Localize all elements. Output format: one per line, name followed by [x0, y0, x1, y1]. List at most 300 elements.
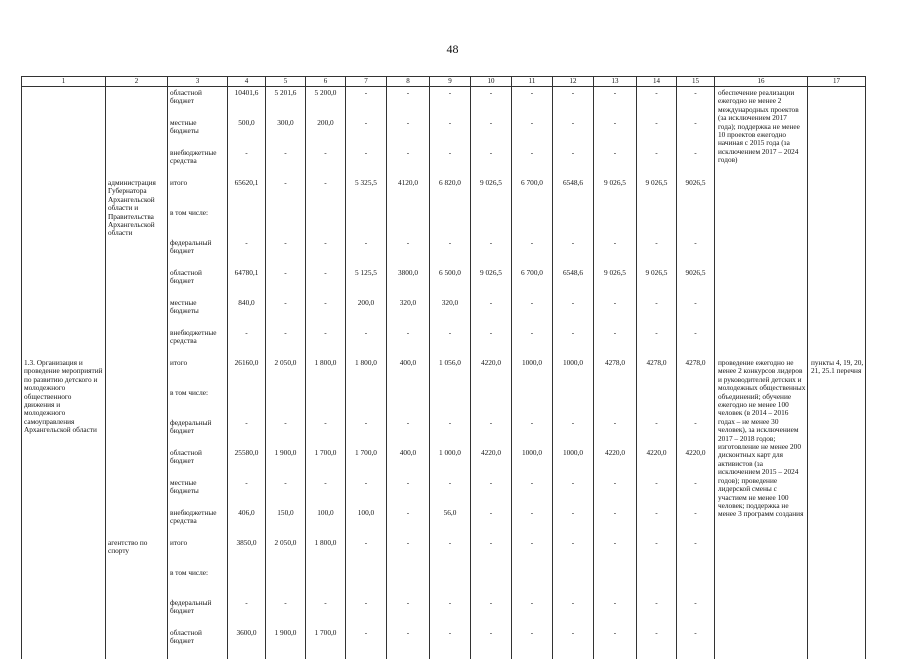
header-cell: 4 — [228, 77, 266, 87]
amount-cell — [677, 207, 715, 237]
amount-cell: 9 026,5 — [471, 177, 512, 207]
amount-cell: - — [677, 507, 715, 537]
amount-cell: - — [228, 597, 266, 627]
amount-cell: - — [387, 117, 430, 147]
header-cell: 10 — [471, 77, 512, 87]
executor-cell — [106, 387, 168, 417]
measure-cell — [22, 117, 106, 147]
header-cell: 9 — [430, 77, 471, 87]
reference-cell — [808, 87, 866, 118]
amount-cell: - — [677, 477, 715, 507]
amount-cell: - — [306, 477, 346, 507]
amount-cell: - — [677, 117, 715, 147]
amount-cell: - — [387, 507, 430, 537]
amount-cell: - — [471, 537, 512, 567]
amount-cell: - — [387, 417, 430, 447]
amount-cell: 3600,0 — [228, 627, 266, 659]
amount-cell: 1000,0 — [512, 357, 553, 387]
reference-cell — [808, 267, 866, 297]
amount-cell: 1 800,0 — [306, 537, 346, 567]
expected-result-cell — [715, 297, 808, 327]
amount-cell — [228, 387, 266, 417]
amount-cell: - — [677, 537, 715, 567]
amount-cell: 5 325,5 — [346, 177, 387, 207]
amount-cell: - — [637, 327, 677, 357]
reference-cell — [808, 597, 866, 627]
amount-cell: - — [387, 87, 430, 118]
amount-cell: - — [266, 597, 306, 627]
amount-cell — [677, 567, 715, 597]
amount-cell: - — [228, 417, 266, 447]
header-row — [22, 77, 866, 87]
amount-cell: 4220,0 — [677, 447, 715, 477]
amount-cell: - — [512, 327, 553, 357]
amount-cell: - — [553, 297, 594, 327]
amount-cell: - — [228, 477, 266, 507]
amount-cell — [387, 567, 430, 597]
amount-cell: - — [677, 87, 715, 118]
amount-cell — [594, 387, 637, 417]
header-cell: 5 — [266, 77, 306, 87]
amount-cell — [512, 207, 553, 237]
header-cell: 17 — [808, 77, 866, 87]
amount-cell: 1000,0 — [553, 357, 594, 387]
amount-cell: - — [637, 87, 677, 118]
executor-cell — [106, 447, 168, 477]
expected-result-text: обеспечение реализации ежегодно не менее 2 международных проектов (за исключением 2017 года); поддержка не менее 10 проектов ежегодно начиная с 2015 года (за исключением 2017 – 2024 годов) — [718, 88, 800, 165]
amount-cell: - — [430, 417, 471, 447]
amount-cell: - — [306, 597, 346, 627]
measure-cell — [22, 537, 106, 567]
amount-cell: - — [471, 147, 512, 177]
amount-cell: - — [346, 627, 387, 659]
amount-cell: - — [512, 237, 553, 267]
amount-cell: - — [306, 177, 346, 207]
amount-cell: 300,0 — [266, 117, 306, 147]
amount-cell: 4278,0 — [637, 357, 677, 387]
executor-name: агентство по спорту — [108, 538, 148, 556]
executor-cell — [106, 147, 168, 177]
amount-cell: - — [677, 147, 715, 177]
amount-cell: - — [594, 507, 637, 537]
executor-cell — [106, 507, 168, 537]
amount-cell: 100,0 — [346, 507, 387, 537]
amount-cell: - — [430, 537, 471, 567]
amount-cell: - — [266, 297, 306, 327]
amount-cell: - — [471, 417, 512, 447]
amount-cell: - — [430, 627, 471, 659]
amount-cell — [430, 207, 471, 237]
amount-cell: - — [637, 297, 677, 327]
table-row — [22, 237, 866, 267]
funding-source: в том числе: — [168, 207, 228, 237]
expected-result-cell — [715, 237, 808, 267]
amount-cell: - — [553, 507, 594, 537]
reference-cell — [808, 567, 866, 597]
measure-cell — [22, 237, 106, 267]
amount-cell: - — [637, 507, 677, 537]
amount-cell: - — [594, 147, 637, 177]
amount-cell: - — [677, 297, 715, 327]
measure-cell — [22, 267, 106, 297]
executor-cell — [106, 267, 168, 297]
amount-cell: 4220,0 — [471, 447, 512, 477]
table-row — [22, 87, 866, 118]
amount-cell: 1000,0 — [553, 447, 594, 477]
amount-cell: - — [266, 327, 306, 357]
funding-source: итого — [168, 177, 228, 207]
amount-cell — [306, 207, 346, 237]
amount-cell: 1 056,0 — [430, 357, 471, 387]
reference-cell — [808, 477, 866, 507]
amount-cell: 9026,5 — [677, 267, 715, 297]
amount-cell: - — [553, 477, 594, 507]
measure-cell — [22, 627, 106, 659]
amount-cell — [266, 387, 306, 417]
amount-cell: - — [637, 417, 677, 447]
amount-cell: 9 026,5 — [594, 177, 637, 207]
amount-cell — [387, 207, 430, 237]
amount-cell: - — [594, 477, 637, 507]
amount-cell — [228, 567, 266, 597]
amount-cell: 1000,0 — [512, 447, 553, 477]
reference-cell — [808, 507, 866, 537]
amount-cell — [512, 567, 553, 597]
amount-cell: - — [430, 117, 471, 147]
expected-result-cell — [715, 207, 808, 237]
amount-cell: - — [346, 87, 387, 118]
amount-cell: - — [512, 507, 553, 537]
amount-cell: - — [430, 87, 471, 118]
amount-cell: - — [471, 477, 512, 507]
expected-result-cell — [715, 267, 808, 297]
executor-cell — [106, 237, 168, 267]
amount-cell: 4120,0 — [387, 177, 430, 207]
amount-cell — [637, 387, 677, 417]
measure-cell — [22, 87, 106, 118]
amount-cell — [637, 207, 677, 237]
expected-result-cell — [715, 87, 808, 165]
amount-cell: - — [553, 147, 594, 177]
executor-cell — [106, 117, 168, 147]
amount-cell: - — [266, 147, 306, 177]
amount-cell: 4278,0 — [594, 357, 637, 387]
amount-cell — [346, 387, 387, 417]
expected-result-text: проведение ежегодно не менее 2 конкурсов лидеров и руководителей детских и молодежных общественных объединений; обучение ежегодно не менее 100 человек (в 2014 – 2016 годах – не менее 30 человек), за исключением 2017 – 2018 годов; изготовление не менее 200 дисконтных карт для активистов (за исключением 2015 – 2024 годов); проведение лидерской смены с участием не менее 100 человек; поддержка не менее 3 программ создания — [718, 358, 806, 519]
funding-source: итого — [168, 357, 228, 387]
measure-cell — [22, 177, 106, 207]
amount-cell: - — [387, 477, 430, 507]
amount-cell: - — [594, 627, 637, 659]
amount-cell: - — [553, 417, 594, 447]
amount-cell: - — [512, 117, 553, 147]
expected-result-cell — [715, 327, 808, 357]
amount-cell: - — [512, 537, 553, 567]
amount-cell — [471, 207, 512, 237]
amount-cell: 6548,6 — [553, 177, 594, 207]
amount-cell — [306, 387, 346, 417]
reference-cell — [808, 447, 866, 477]
amount-cell — [430, 567, 471, 597]
executor-name: администрация Губернатора Архангельской области и Правительства Архангельской области — [108, 178, 156, 238]
reference-cell — [808, 417, 866, 447]
amount-cell: - — [306, 147, 346, 177]
measure-cell — [22, 327, 106, 357]
amount-cell: - — [346, 477, 387, 507]
measure-cell — [22, 567, 106, 597]
header-cell: 1 — [22, 77, 106, 87]
amount-cell: - — [266, 417, 306, 447]
amount-cell: - — [387, 537, 430, 567]
amount-cell — [553, 207, 594, 237]
measure-cell — [22, 477, 106, 507]
header-cell: 16 — [715, 77, 808, 87]
amount-cell: - — [553, 117, 594, 147]
expected-result-cell — [715, 537, 808, 567]
funding-source: областной бюджет — [168, 267, 228, 297]
amount-cell: 1 700,0 — [306, 627, 346, 659]
table-row — [22, 627, 866, 659]
measure-cell — [22, 507, 106, 537]
amount-cell: 9 026,5 — [637, 267, 677, 297]
amount-cell: 1 900,0 — [266, 447, 306, 477]
table-row — [22, 537, 866, 567]
amount-cell: - — [430, 477, 471, 507]
funding-source: местные бюджеты — [168, 297, 228, 327]
measure-cell — [22, 447, 106, 477]
measure-cell — [22, 597, 106, 627]
amount-cell: - — [471, 597, 512, 627]
amount-cell: - — [677, 597, 715, 627]
funding-source: внебюджетные средства — [168, 147, 228, 177]
reference-cell — [808, 297, 866, 327]
amount-cell: - — [346, 597, 387, 627]
amount-cell — [228, 207, 266, 237]
amount-cell: 1 800,0 — [346, 357, 387, 387]
funding-source: в том числе: — [168, 387, 228, 417]
amount-cell: - — [266, 177, 306, 207]
amount-cell — [346, 567, 387, 597]
amount-cell: 6548,6 — [553, 267, 594, 297]
executor-cell — [106, 297, 168, 327]
budget-table — [21, 76, 866, 659]
header-cell: 6 — [306, 77, 346, 87]
amount-cell: - — [306, 327, 346, 357]
amount-cell: - — [266, 267, 306, 297]
amount-cell — [430, 387, 471, 417]
amount-cell — [553, 387, 594, 417]
amount-cell: - — [387, 147, 430, 177]
executor-cell — [106, 597, 168, 627]
amount-cell: 1 900,0 — [266, 627, 306, 659]
table-row — [22, 357, 866, 387]
amount-cell: - — [346, 417, 387, 447]
reference-cell — [808, 357, 866, 387]
amount-cell: - — [471, 327, 512, 357]
funding-source: итого — [168, 537, 228, 567]
amount-cell: 65620,1 — [228, 177, 266, 207]
funding-source: в том числе: — [168, 567, 228, 597]
amount-cell — [266, 567, 306, 597]
amount-cell: - — [677, 237, 715, 267]
amount-cell: - — [637, 597, 677, 627]
amount-cell: - — [553, 237, 594, 267]
amount-cell: 6 700,0 — [512, 177, 553, 207]
amount-cell: 1 800,0 — [306, 357, 346, 387]
amount-cell: - — [512, 417, 553, 447]
amount-cell: - — [228, 147, 266, 177]
amount-cell: - — [387, 237, 430, 267]
amount-cell: - — [637, 627, 677, 659]
amount-cell: - — [637, 237, 677, 267]
reference-cell — [808, 177, 866, 207]
amount-cell: - — [430, 147, 471, 177]
amount-cell: - — [430, 597, 471, 627]
table-row — [22, 327, 866, 357]
amount-cell: - — [306, 297, 346, 327]
amount-cell: 5 200,0 — [306, 87, 346, 118]
amount-cell: - — [387, 627, 430, 659]
header-cell: 3 — [168, 77, 228, 87]
header-cell: 12 — [553, 77, 594, 87]
amount-cell: 4220,0 — [471, 357, 512, 387]
amount-cell: 406,0 — [228, 507, 266, 537]
amount-cell: - — [637, 537, 677, 567]
amount-cell: - — [306, 417, 346, 447]
amount-cell: - — [677, 327, 715, 357]
funding-source: федеральный бюджет — [168, 417, 228, 447]
amount-cell: 9 026,5 — [471, 267, 512, 297]
amount-cell: - — [553, 537, 594, 567]
executor-cell — [106, 357, 168, 387]
amount-cell: - — [594, 327, 637, 357]
amount-cell: - — [266, 477, 306, 507]
amount-cell: - — [512, 627, 553, 659]
amount-cell: - — [346, 327, 387, 357]
amount-cell: - — [346, 117, 387, 147]
amount-cell: - — [512, 477, 553, 507]
reference-cell — [808, 237, 866, 267]
amount-cell: - — [512, 297, 553, 327]
amount-cell: 4220,0 — [594, 447, 637, 477]
amount-cell: - — [387, 597, 430, 627]
amount-cell: 56,0 — [430, 507, 471, 537]
executor-cell — [106, 477, 168, 507]
amount-cell: 5 125,5 — [346, 267, 387, 297]
amount-cell: - — [471, 627, 512, 659]
amount-cell: - — [553, 87, 594, 118]
page-number: 48 — [446, 42, 459, 56]
executor-cell — [106, 537, 168, 567]
executor-cell — [106, 627, 168, 659]
amount-cell: - — [346, 147, 387, 177]
executor-cell — [106, 87, 168, 118]
expected-result-cell — [715, 597, 808, 627]
header-cell: 14 — [637, 77, 677, 87]
measure-cell — [22, 207, 106, 237]
amount-cell: 200,0 — [306, 117, 346, 147]
amount-cell: - — [346, 237, 387, 267]
amount-cell — [594, 567, 637, 597]
amount-cell: 9 026,5 — [594, 267, 637, 297]
amount-cell: 320,0 — [430, 297, 471, 327]
amount-cell: 10401,6 — [228, 87, 266, 118]
amount-cell: 1 000,0 — [430, 447, 471, 477]
header-cell: 13 — [594, 77, 637, 87]
amount-cell: - — [553, 327, 594, 357]
amount-cell: 2 050,0 — [266, 537, 306, 567]
table-row — [22, 597, 866, 627]
measure-cell — [22, 357, 106, 435]
amount-cell — [266, 207, 306, 237]
expected-result-cell — [715, 627, 808, 659]
amount-cell: 9026,5 — [677, 177, 715, 207]
expected-result-cell — [715, 567, 808, 597]
amount-cell: - — [430, 327, 471, 357]
measure-cell — [22, 147, 106, 177]
amount-cell: 320,0 — [387, 297, 430, 327]
amount-cell: - — [430, 237, 471, 267]
amount-cell: 6 500,0 — [430, 267, 471, 297]
amount-cell: 400,0 — [387, 357, 430, 387]
amount-cell: 6 700,0 — [512, 267, 553, 297]
funding-source: местные бюджеты — [168, 117, 228, 147]
amount-cell: 150,0 — [266, 507, 306, 537]
amount-cell: - — [228, 237, 266, 267]
header-cell: 7 — [346, 77, 387, 87]
reference-cell — [808, 117, 866, 147]
header-cell: 2 — [106, 77, 168, 87]
header-cell: 15 — [677, 77, 715, 87]
amount-cell: - — [471, 87, 512, 118]
amount-cell: - — [553, 627, 594, 659]
amount-cell: 2 050,0 — [266, 357, 306, 387]
amount-cell — [512, 387, 553, 417]
amount-cell: - — [512, 87, 553, 118]
executor-cell — [106, 327, 168, 357]
amount-cell — [677, 387, 715, 417]
amount-cell: - — [346, 537, 387, 567]
amount-cell: 4278,0 — [677, 357, 715, 387]
funding-source: внебюджетные средства — [168, 507, 228, 537]
amount-cell — [594, 207, 637, 237]
amount-cell: 26160,0 — [228, 357, 266, 387]
reference-text: пункты 4, 19, 20, 21, 25.1 перечня — [811, 358, 864, 376]
amount-cell: - — [594, 87, 637, 118]
amount-cell: 500,0 — [228, 117, 266, 147]
amount-cell: - — [637, 477, 677, 507]
amount-cell: 3800,0 — [387, 267, 430, 297]
amount-cell: - — [228, 327, 266, 357]
amount-cell: - — [471, 237, 512, 267]
table-row — [22, 177, 866, 207]
reference-cell — [808, 207, 866, 237]
amount-cell — [637, 567, 677, 597]
funding-source: областной бюджет — [168, 627, 228, 659]
expected-result-cell — [715, 357, 808, 519]
funding-source: федеральный бюджет — [168, 237, 228, 267]
reference-cell — [808, 147, 866, 177]
header-cell: 11 — [512, 77, 553, 87]
funding-source: местные бюджеты — [168, 477, 228, 507]
amount-cell: - — [677, 417, 715, 447]
amount-cell: - — [266, 237, 306, 267]
amount-cell: 840,0 — [228, 297, 266, 327]
reference-cell — [808, 537, 866, 567]
amount-cell: - — [553, 597, 594, 627]
amount-cell: - — [512, 597, 553, 627]
amount-cell — [471, 387, 512, 417]
